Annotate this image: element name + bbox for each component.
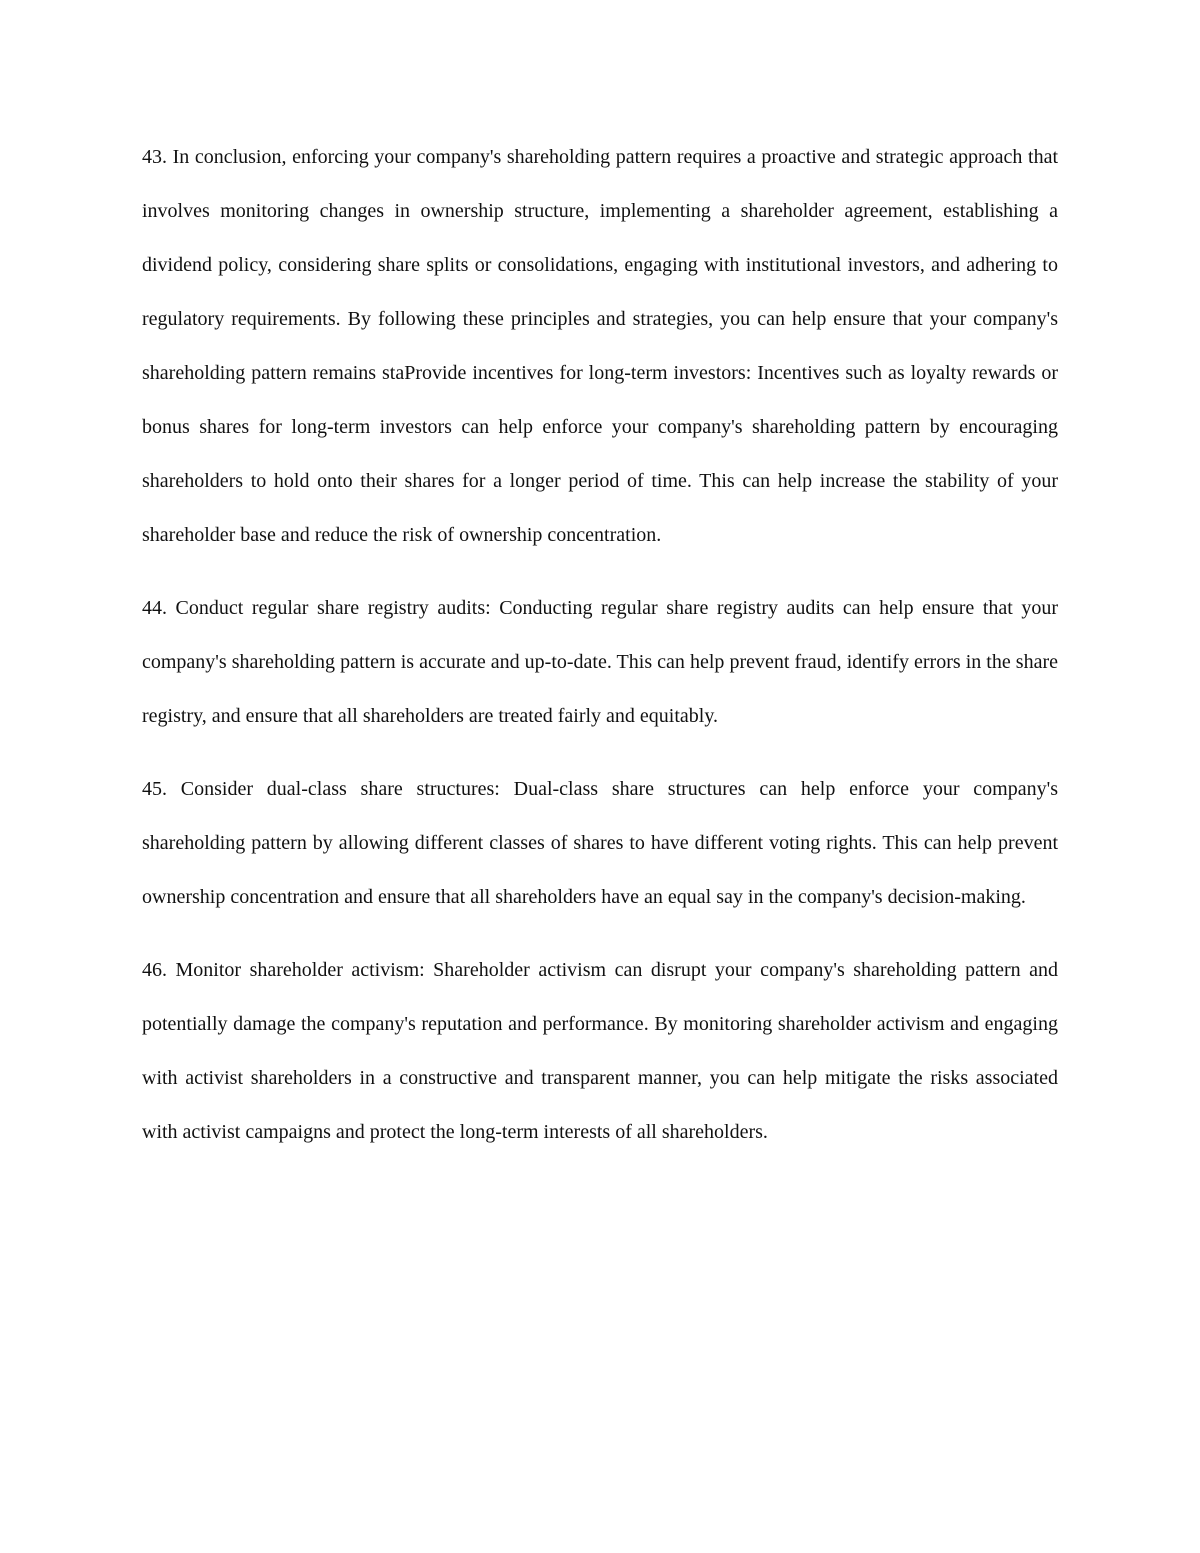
paragraph-45: 45. Consider dual-class share structures: Dual-class share structures can help enforce your company's shareholding pattern by allowing different classes of shares to have different voting rights. This can help prevent ownership concentration and ensure that all shareholders have an equal say in the company's decision-making. (142, 778, 1058, 908)
paragraph-44: 44. Conduct regular share registry audits: Conducting regular share registry audits can help ensure that your company's shareholding pattern is accurate and up-to-date. This can help prevent fraud, identify errors in the share registry, and ensure that all shareholders are treated fairly and equitably. (142, 597, 1058, 727)
paragraph-43: 43. In conclusion, enforcing your company's shareholding pattern requires a proactive and strategic approach that involves monitoring changes in ownership structure, implementing a shareholder agreement, establishing a dividend policy, considering share splits or consolidations, engaging with institutional investors, and adhering to regulatory requirements. By following these principles and strategies, you can help ensure that your company's shareholding pattern remains staProvide incentives for long-term investors: Incentives such as loyalty rewards or bonus shares for long-term investors can help enforce your company's shareholding pattern by encouraging shareholders to hold onto their shares for a longer period of time. This can help increase the stability of your shareholder base and reduce the risk of ownership concentration. (142, 146, 1058, 546)
document-body (142, 130, 1058, 1178)
paragraph-46: 46. Monitor shareholder activism: Shareholder activism can disrupt your company's shareholding pattern and potentially damage the company's reputation and performance. By monitoring shareholder activism and engaging with activist shareholders in a constructive and transparent manner, you can help mitigate the risks associated with activist campaigns and protect the long-term interests of all shareholders. (142, 959, 1058, 1143)
